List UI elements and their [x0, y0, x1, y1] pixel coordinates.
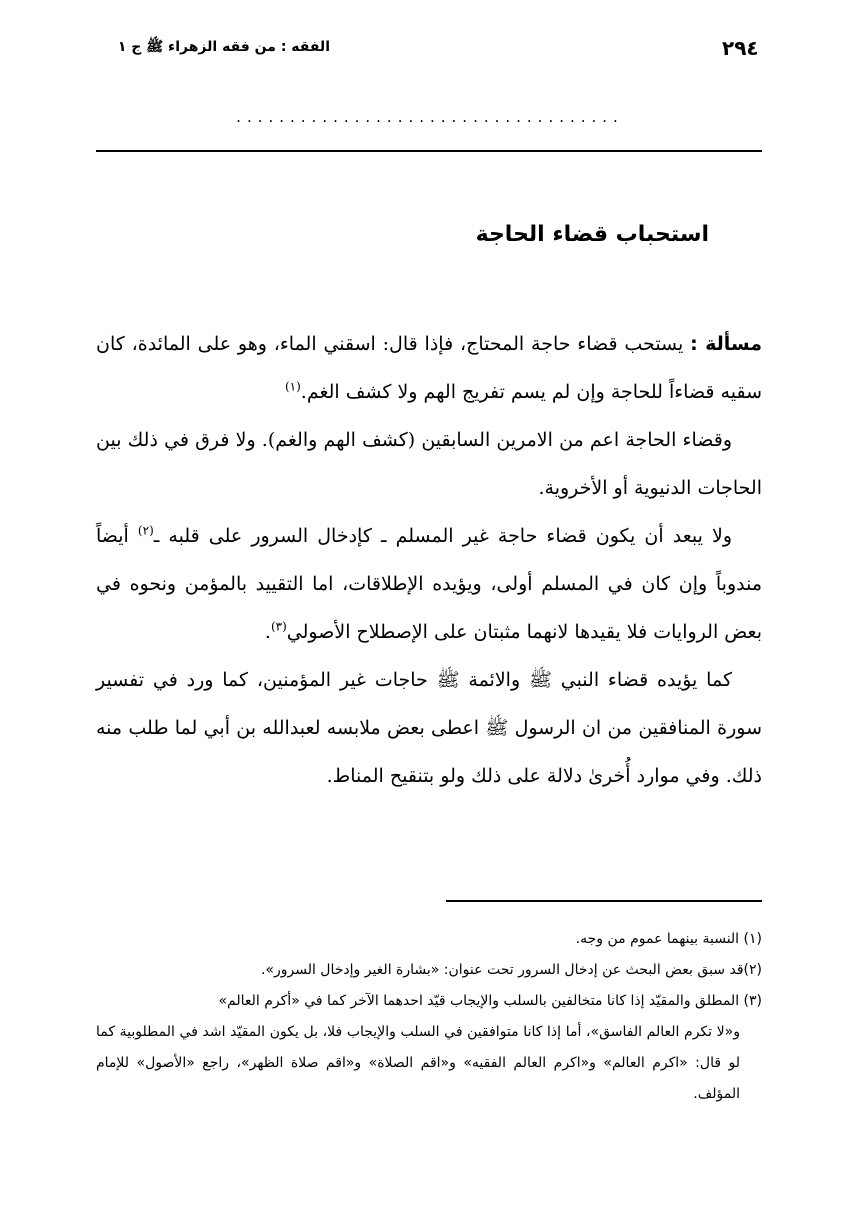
footnote-1: (١) النسبة بينهما عموم من وجه. [575, 931, 762, 947]
footnote-ref-2: (٢) [137, 523, 154, 538]
body-text [96, 320, 762, 800]
paragraph-4: كما يؤيده قضاء النبي ﷺ والائمة ﷺ حاجات غير المؤمنين، كما ورد في تفسير سورة المنافقين من ان الرسول ﷺ اعطى بعض ملابسه لعبدالله بن أبي لما طلب منه ذلك. وفي موارد أُخرىٰ دلالة على ذلك ولو بتنقيح المناط. [96, 669, 762, 787]
footnote-2: (٢)قد سبق بعض البحث عن إدخال السرور تحت عنوان: «بشارة الغير وإدخال السرور». [260, 962, 762, 978]
footnote-rule [446, 900, 762, 902]
paragraph-3-text-b: أيضاً مندوباً وإن كان في المسلم أولى، ويؤيده الإطلاقات، اما التقييد بالمؤمن ونحوه في بعض الروايات فلا يقيدها لانهما مثبتان على الإصطلاح الأصولي [96, 525, 762, 643]
paragraph-lead: مسألة : [690, 333, 763, 355]
footnote-3-continued: و«لا تكرم العالم الفاسق»، أما إذا كانا متوافقين في السلب والإيجاب فلا، بل يكون المقيّد اشد في المطلوبية كما لو قال: «اكرم العالم» و«اكرم العالم الفقيه» و«اقم الصلاة» و«اقم صلاة الظهر»، راجع «الأصول» للإمام المؤلف. [96, 1024, 740, 1102]
paragraph-1 [96, 320, 762, 416]
page-number: ٢٩٤ [722, 36, 759, 60]
footnotes [96, 924, 762, 1110]
header-rule [96, 150, 762, 152]
paragraph-2: وقضاء الحاجة اعم من الامرين السابقين (كشف الهم والغم). ولا فرق في ذلك بين الحاجات الدنيوية أو الأخروية. [96, 429, 762, 499]
paragraph-3 [96, 512, 762, 656]
paragraph-1-text: يستحب قضاء حاجة المحتاج، فإذا قال: اسقني الماء، وهو على المائدة، كان سقيه قضاءاً للحاجة وإن لم يسم تفريج الهم ولا كشف الغم. [96, 333, 762, 403]
footnote-ref-1: (١) [284, 379, 301, 394]
section-title: استحباب قضاء الحاجة [475, 222, 709, 247]
paragraph-3-text-a: ولا يبعد أن يكون قضاء حاجة غير المسلم ـ كإدخال السرور على قلبه ـ [153, 525, 732, 547]
running-title: الفقه : من فقه الزهراء ﷺ ج ١ [117, 39, 330, 55]
footnote-ref-3: (٣) [270, 619, 287, 634]
paragraph-3-text-c: . [264, 621, 271, 643]
dotted-separator: .................................... [236, 108, 624, 126]
footnote-3: (٣) المطلق والمقيّد إذا كانا متخالفين بالسلب والإيجاب قيّد احدهما الآخر كما في «أكرم العالم» [218, 993, 762, 1009]
